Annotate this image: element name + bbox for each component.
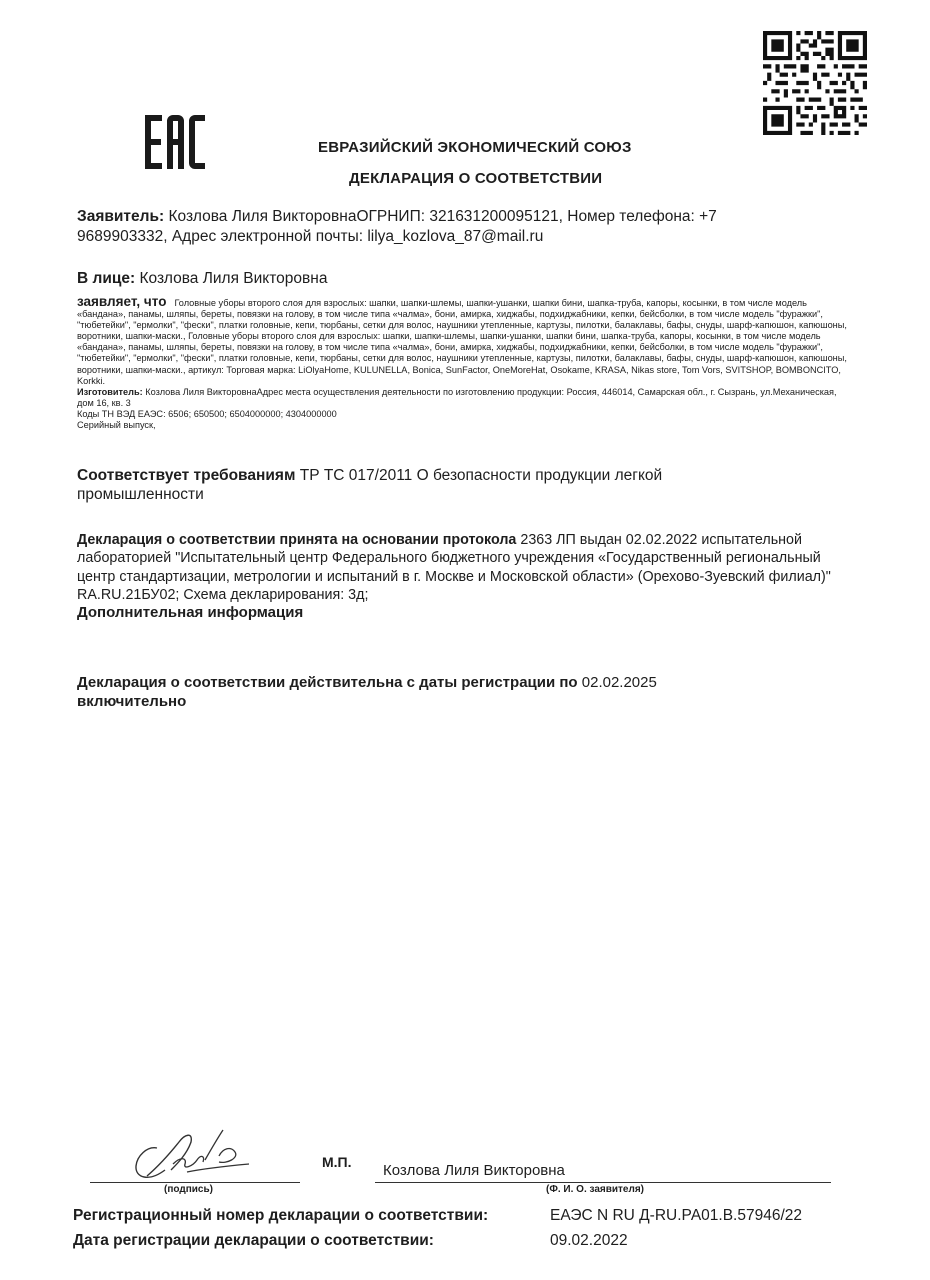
- document-title: ДЕКЛАРАЦИЯ О СООТВЕТСТВИИ: [349, 170, 603, 187]
- manufacturer-label: Изготовитель:: [77, 386, 143, 397]
- serial-text: Серийный выпуск,: [77, 420, 156, 431]
- manufacturer-text: Козлова Лиля ВикторовнаАдрес места осуществления деятельности по изготовлению продукции: Россия, 446014, Самарская обл., г. Сызрань, ул.Механическая, дом 16, кв. 3: [77, 386, 837, 408]
- codes-text: Коды ТН ВЭД ЕАЭС: 6506; 650500; 6504000000; 4304000000: [77, 408, 337, 419]
- stamp-place-label: М.П.: [322, 1154, 352, 1170]
- person-block: [77, 270, 327, 288]
- validity-block: [77, 673, 777, 711]
- applicant-label: Заявитель:: [77, 208, 165, 225]
- registration-number-label: Регистрационный номер декларации о соответствии:: [73, 1207, 489, 1224]
- registration-date: 09.02.2022: [550, 1232, 628, 1249]
- registration-number: ЕАЭС N RU Д-RU.РА01.В.57946/22: [550, 1207, 803, 1224]
- basis-block: [77, 531, 847, 605]
- complies-label: Соответствует требованиям: [77, 467, 296, 484]
- person-text: Козлова Лиля Викторовна: [135, 270, 328, 287]
- eac-mark-icon: [145, 115, 211, 169]
- name-caption: (Ф. И. О. заявителя): [546, 1184, 645, 1195]
- additional-info-heading: Дополнительная информация: [77, 604, 304, 621]
- applicant-name: Козлова Лиля Викторовна: [383, 1162, 565, 1179]
- union-name: ЕВРАЗИЙСКИЙ ЭКОНОМИЧЕСКИЙ СОЮЗ: [318, 139, 632, 156]
- applicant-text: Козлова Лиля ВикторовнаОГРНИП: 321631200095121, Номер телефона: +7 9689903332, Адрес электронной почты: lilya_kozlova_87@mail.ru: [77, 208, 717, 245]
- applicant-block: [77, 207, 807, 247]
- signature-line: [90, 1182, 300, 1183]
- validity-label: Декларация о соответствии действительна с даты регистрации по: [77, 674, 578, 691]
- name-line: [375, 1182, 831, 1183]
- person-label: В лице:: [77, 270, 136, 287]
- validity-date: 02.02.2025: [577, 674, 657, 691]
- qr-code-icon: [763, 31, 867, 135]
- declares-text: Головные уборы второго слоя для взрослых: шапки, шапки-шлемы, шапки-ушанки, шапки бини, шапка-труба, капоры, косынки, в том числе модель «бандана», панамы, шляпы, береты, повязки на голову, в том числе типа «чалма», бони, амирка, хиджабы, подхиджабники, кепки, бейсболки, в том числе модель "фуражки", "тюбетейки", "ермолки", "фески", платки головные, кепи, тюрбаны, сетки для волос, наушники утепленные, картузы, пилотки, балаклавы, бафы, снуды, шарф-капюшон, капюшоны, воротники, шапки-маски., Головные уборы второго слоя для взрослых: шапки, шапки-шлемы, шапки-ушанки, шапки бини, шапка-труба, капоры, косынки, в том числе модель «бандана», панамы, шляпы, береты, повязки на голову, в том числе типа «чалма», бони, амирка, хиджабы, подхиджабники, кепки, бейсболки, в том числе модель "фуражки", "тюбетейки", "ермолки", "фески", платки головные, кепи, тюрбаны, сетки для волос, наушники утепленные, картузы, пилотки, балаклавы, бафы, снуды, шарф-капюшон, капюшоны, воротники, шапки-маски., артикул: Торговая марка: LiOlyaHome, KULUNELLA, Bonica, SunFactor, OneMoreHat, Osokame, KRASA, Nikas store, Tom Vors, SVITSHOP, BOMBONCITO, Korkki.: [77, 298, 847, 386]
- complies-block: [77, 466, 777, 504]
- declares-block: [77, 296, 852, 431]
- declares-label: заявляет, что: [77, 294, 167, 309]
- registration-date-label: Дата регистрации декларации о соответствии:: [73, 1232, 434, 1249]
- complies-text: ТР ТС 017/2011 О безопасности продукции легкой промышленности: [77, 467, 663, 503]
- basis-text: 2363 ЛП выдан 02.02.2022 испытательной лабораторией "Испытательный центр Федерального бюджетного учреждения «Государственный региональный центр стандартизации, метрологии и испытаний в г. Москве и Московской области» (Орехово-Зуевский филиал)" RA.RU.21БУ02; Схема декларирования: 3д;: [77, 532, 831, 604]
- validity-suffix: включительно: [77, 693, 187, 710]
- basis-label: Декларация о соответствии принята на основании протокола: [77, 532, 517, 548]
- signature-caption: (подпись): [164, 1184, 213, 1195]
- signature-image: [127, 1126, 253, 1184]
